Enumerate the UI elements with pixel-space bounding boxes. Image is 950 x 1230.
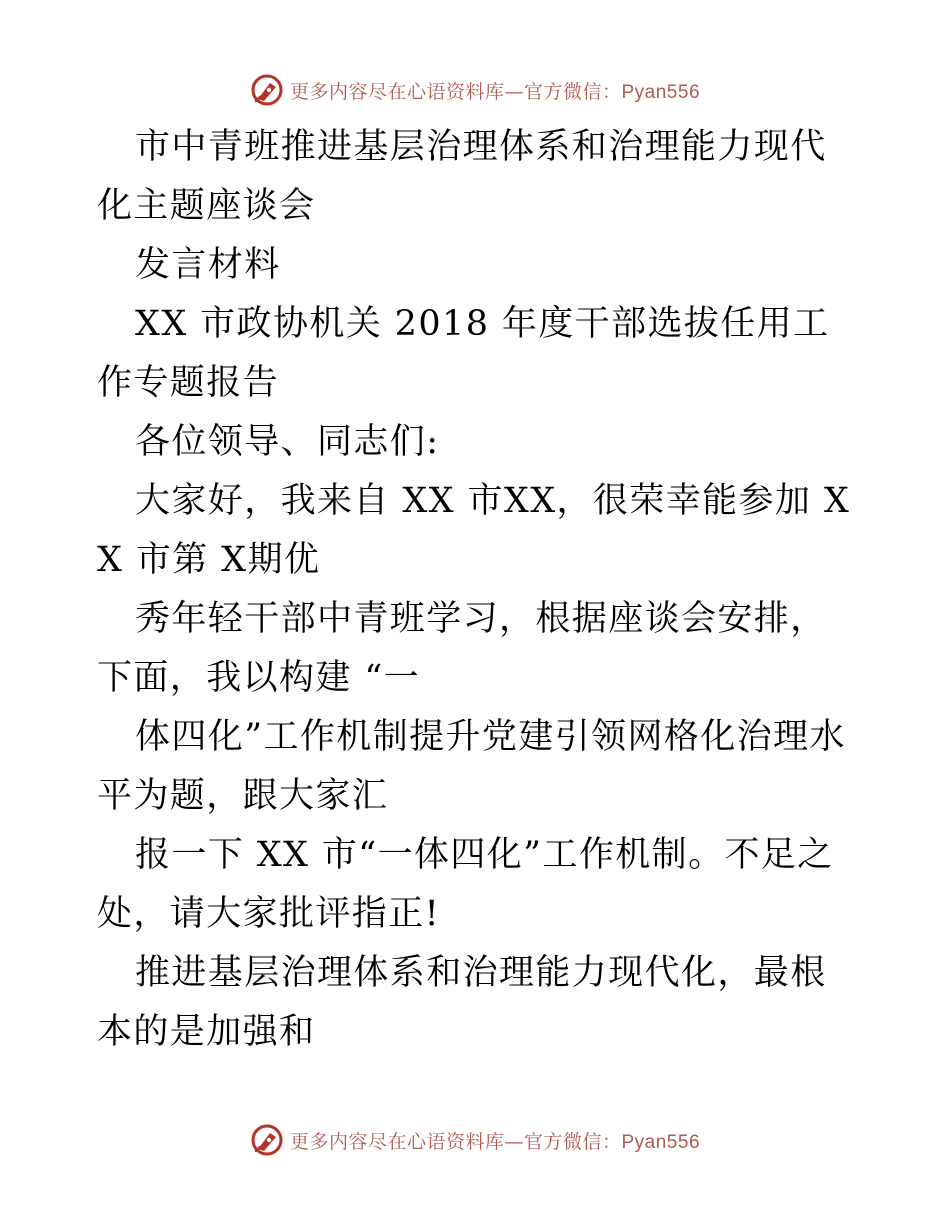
- footer-watermark-banner: [0, 1122, 950, 1158]
- document-subtitle: 发言材料: [135, 245, 281, 285]
- document-title: 市中青班推进基层治理体系和治理能力现代化主题座谈会: [97, 127, 827, 226]
- body-paragraph: 秀年轻干部中青班学习，根据座谈会安排，下面，我以构建 “一: [97, 599, 827, 698]
- watermark-text: 更多内容尽在心语资料库—官方微信：Pyan556: [289, 80, 701, 103]
- pen-nib-logo-icon: [250, 1123, 284, 1157]
- header-watermark-banner: [0, 72, 950, 108]
- body-paragraph: 体四化”工作机制提升党建引领网格化治理水平为题，跟大家汇: [97, 717, 846, 816]
- body-paragraph: 推进基层治理体系和治理能力现代化，最根本的是加强和: [97, 953, 827, 1052]
- watermark-text: 更多内容尽在心语资料库—官方微信：Pyan556: [289, 1130, 701, 1153]
- watermark-contact: Pyan556: [621, 81, 701, 103]
- salutation: 各位领导、同志们:: [135, 422, 440, 462]
- watermark-contact: Pyan556: [621, 1131, 701, 1153]
- pen-nib-logo-icon: [250, 73, 284, 107]
- body-paragraph: 报一下 XX 市“一体四化”工作机制。不足之处，请大家批评指正!: [97, 835, 834, 934]
- report-title: XX 市政协机关 2018 年度干部选拔任用工作专题报告: [97, 304, 830, 403]
- body-paragraph: 大家好，我来自 XX 市XX，很荣幸能参加 XX 市第 X期优: [97, 481, 851, 580]
- document-body: [97, 118, 857, 1062]
